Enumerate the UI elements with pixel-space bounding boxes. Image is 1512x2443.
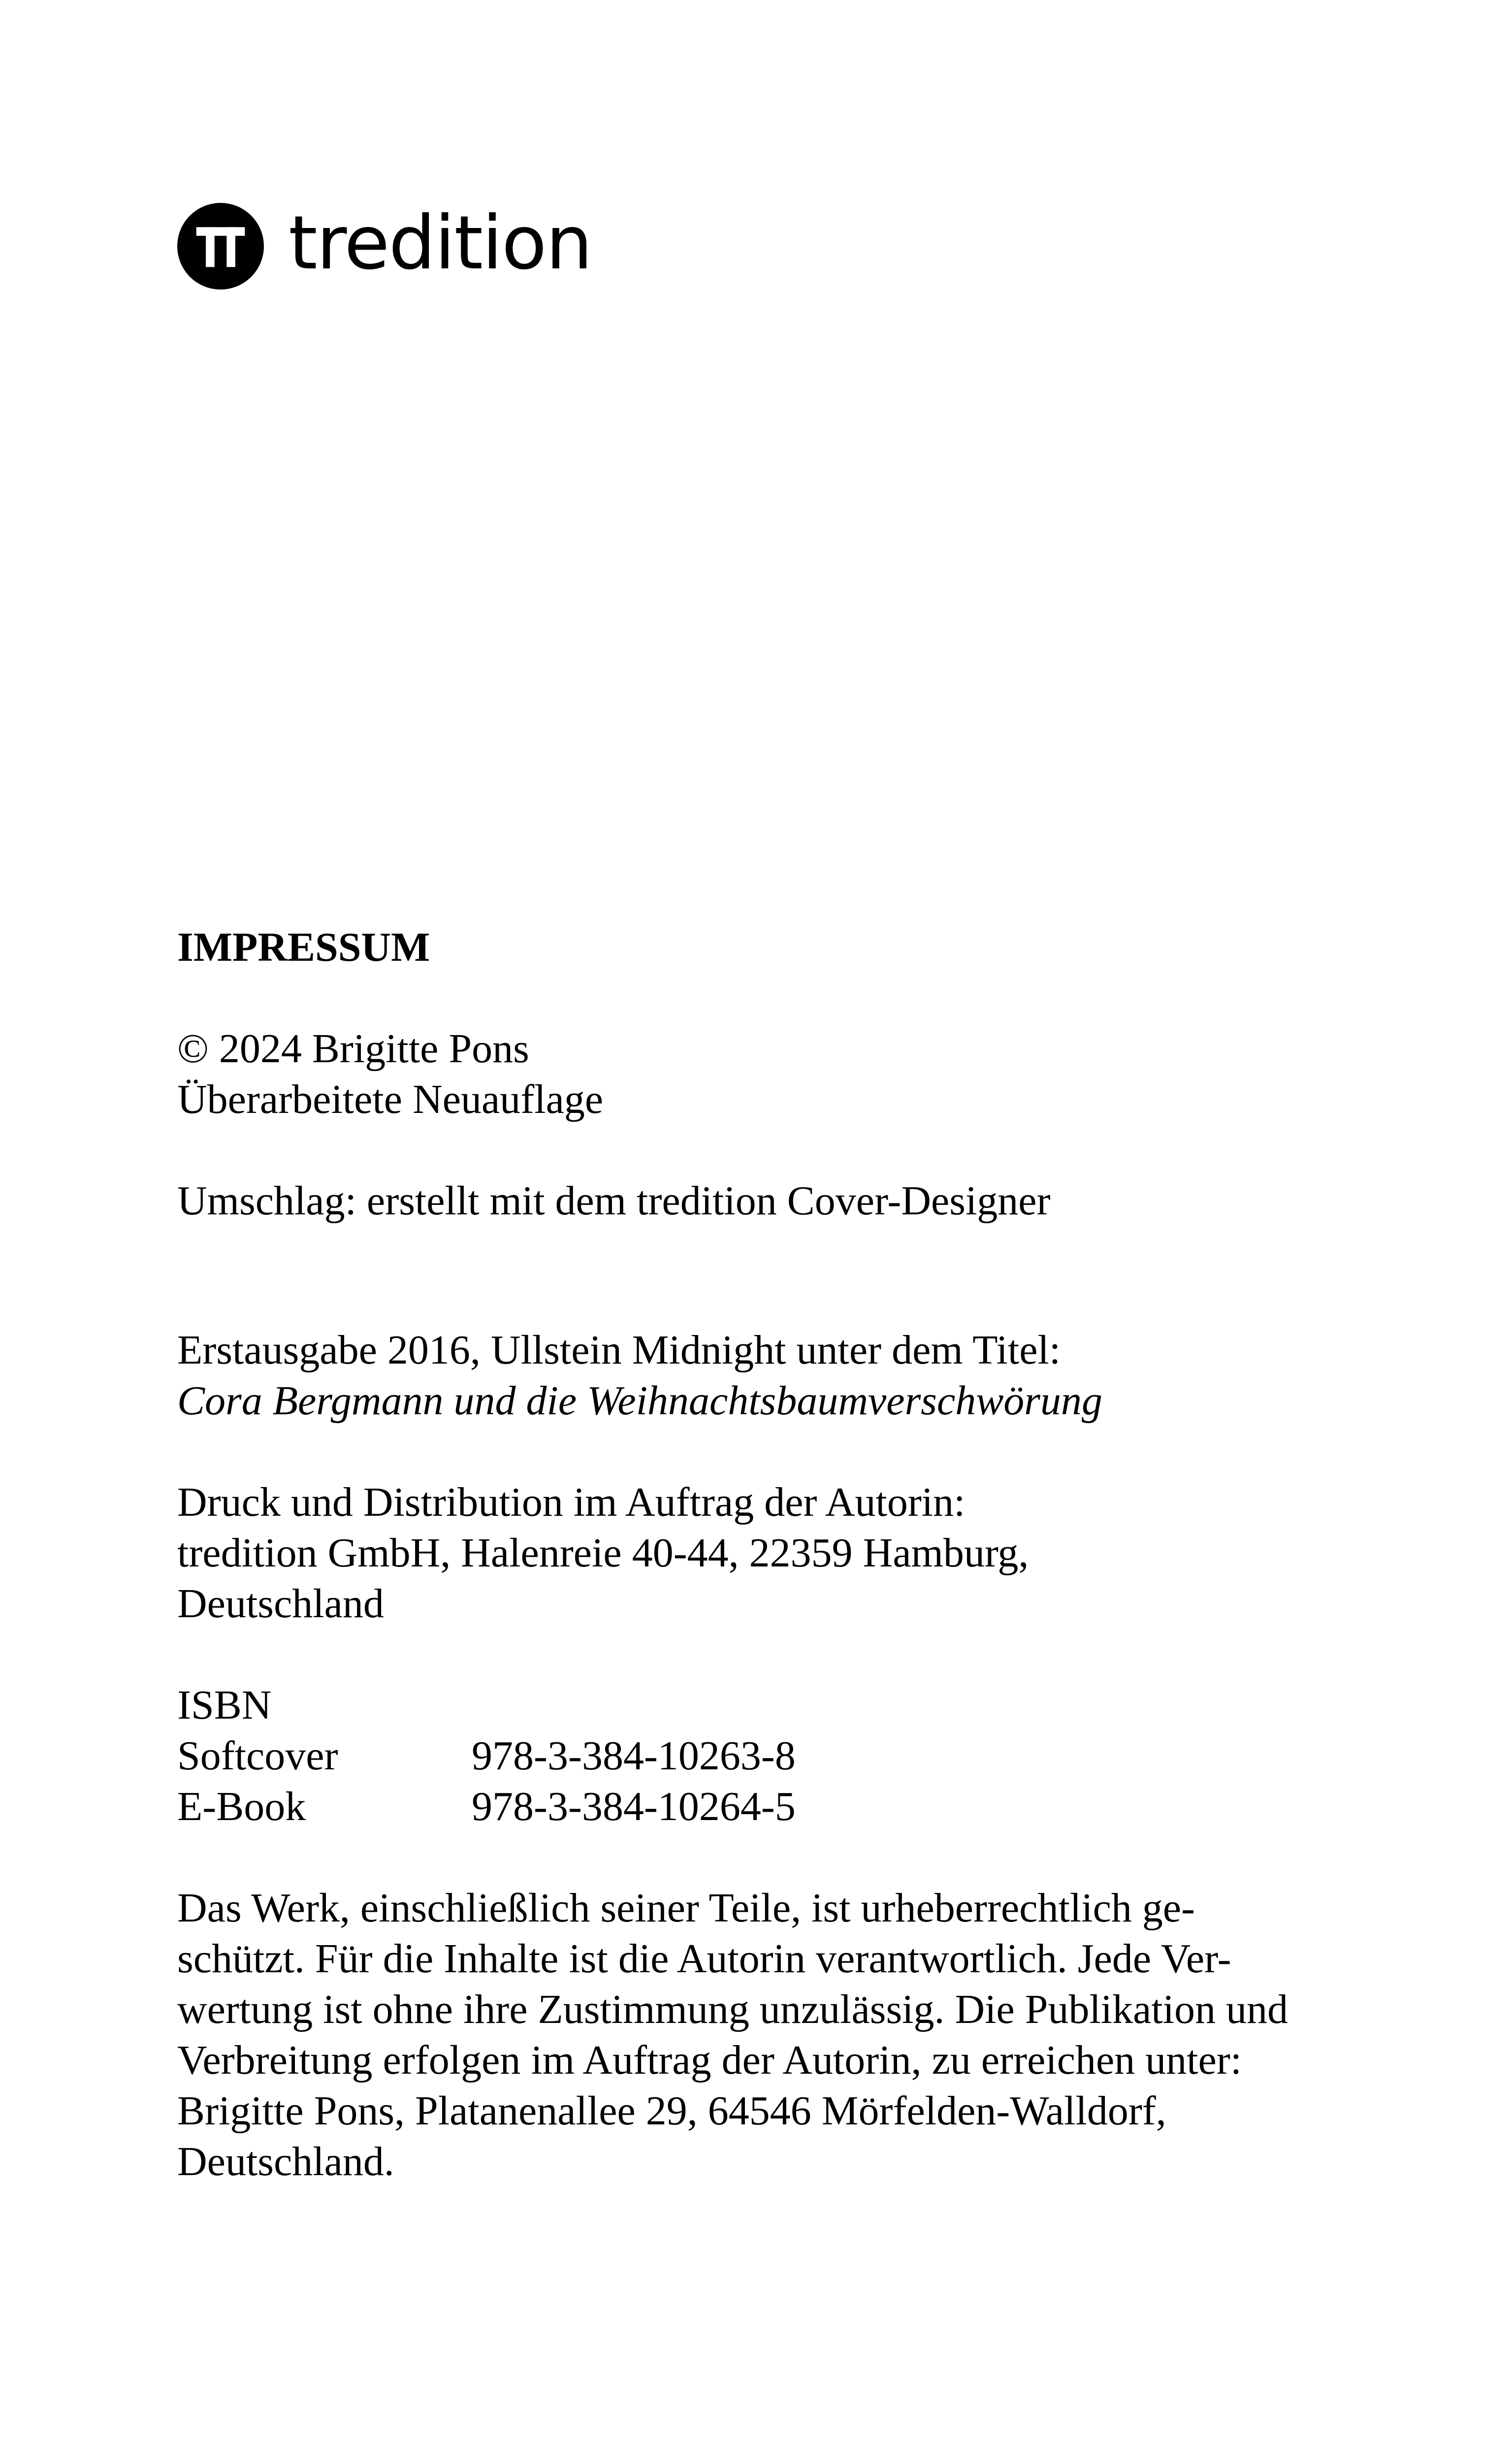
- print-line-2: tredition GmbH, Halenreie 40-44, 22359 Hamburg,: [177, 1530, 1029, 1576]
- print-line-1: Druck und Distribution im Auftrag der Autorin:: [177, 1479, 965, 1525]
- isbn-format: E-Book: [177, 1784, 306, 1829]
- edition-line: Überarbeitete Neuauflage: [177, 1076, 604, 1122]
- logo-wordmark: tredition: [289, 200, 592, 286]
- legal-notice: [177, 1883, 1330, 2187]
- print-line-3: Deutschland: [177, 1581, 384, 1627]
- legal-line: Das Werk, einschließlich seiner Teile, ist urheberrechtlich ge-: [177, 1885, 1195, 1931]
- legal-line: schützt. Für die Inhalte ist die Autorin verantwortlich. Jede Ver-: [177, 1936, 1231, 1982]
- impressum-section: [177, 922, 1330, 2187]
- original-title: Cora Bergmann und die Weihnachtsbaumverschwörung: [177, 1378, 1102, 1424]
- isbn-row: [177, 1730, 1330, 1781]
- copyright-line: © 2024 Brigitte Pons: [177, 1026, 529, 1072]
- first-edition-line: Erstausgabe 2016, Ullstein Midnight unter dem Titel:: [177, 1327, 1061, 1373]
- legal-line: Deutschland.: [177, 2139, 394, 2184]
- cover-block: [177, 1175, 1330, 1226]
- isbn-row: [177, 1781, 1330, 1832]
- legal-line: wertung ist ohne ihre Zustimmung unzulässig. Die Publikation und: [177, 1987, 1288, 2032]
- isbn-block: [177, 1680, 1330, 1832]
- cover-line: Umschlag: erstellt mit dem tredition Cover-Designer: [177, 1178, 1051, 1224]
- isbn-number: 978-3-384-10263-8: [472, 1733, 796, 1779]
- print-distribution-block: [177, 1477, 1330, 1629]
- legal-line: Brigitte Pons, Platanenallee 29, 64546 Mörfelden-Walldorf,: [177, 2088, 1166, 2134]
- legal-line: Verbreitung erfolgen im Auftrag der Autorin, zu erreichen unter:: [177, 2037, 1242, 2083]
- impressum-heading: IMPRESSUM: [177, 924, 430, 970]
- tredition-logo-icon: [177, 203, 264, 290]
- first-edition-block: [177, 1325, 1330, 1426]
- isbn-heading: ISBN: [177, 1682, 272, 1728]
- copyright-block: [177, 1023, 1330, 1125]
- isbn-format: Softcover: [177, 1733, 338, 1779]
- publisher-logo: [177, 200, 592, 290]
- isbn-number: 978-3-384-10264-5: [472, 1784, 796, 1829]
